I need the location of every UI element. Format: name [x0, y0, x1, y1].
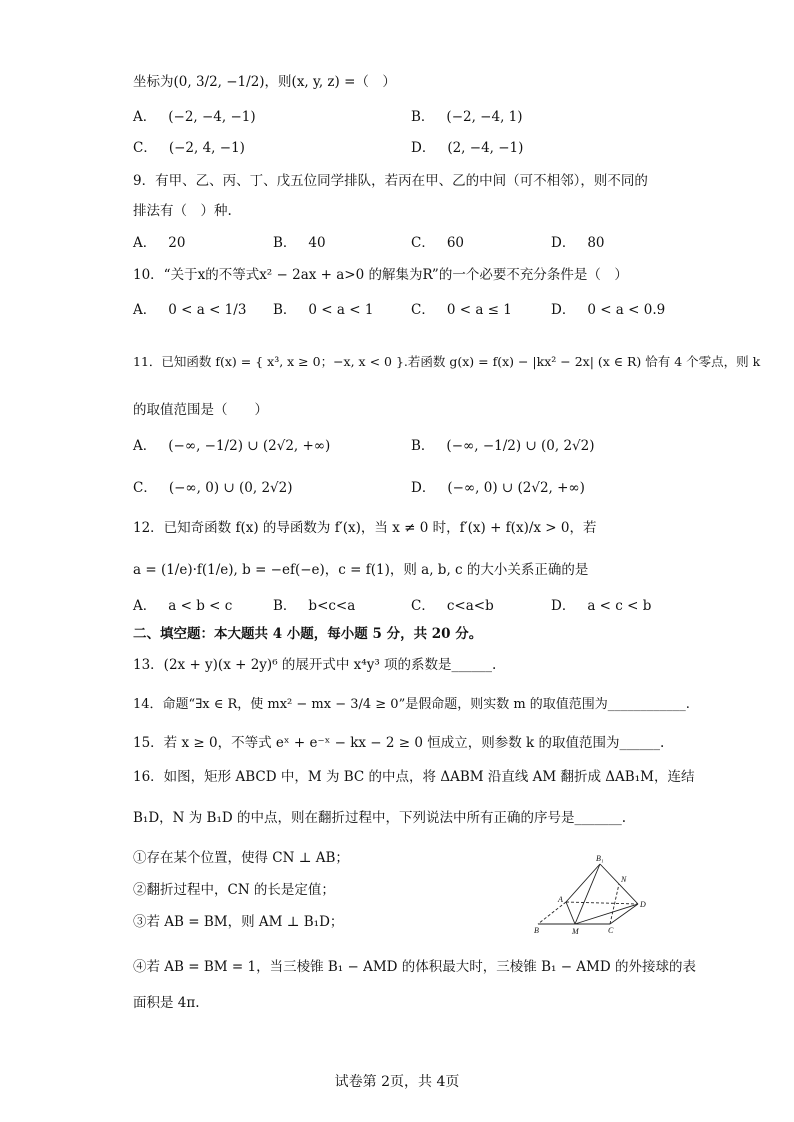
- q10-option-d[interactable]: D． 0 < a < 0.9: [551, 302, 666, 318]
- q11-option-a[interactable]: A． (−∞, −1/2) ∪ (2√2, +∞): [133, 438, 331, 454]
- q9-stem-line2: 排法有（ ）种.: [133, 203, 232, 219]
- q8-option-c[interactable]: C． (−2, 4, −1): [133, 140, 245, 156]
- edge-a-m: [566, 902, 575, 924]
- q12-option-b[interactable]: B． b<c<a: [273, 598, 356, 614]
- q9-stem-line1: 9．有甲、乙、丙、丁、戊五位同学排队，若丙在甲、乙的中间（可不相邻），则不同的: [133, 173, 648, 189]
- edge-a-d: [566, 902, 638, 904]
- section-heading-fill-in: 二、填空题：本大题共 4 小题，每小题 5 分，共 20 分。: [133, 626, 483, 642]
- q8-option-d[interactable]: D． (2, −4, −1): [411, 140, 524, 156]
- page-footer: 试卷第 2页，共 4页: [334, 1074, 460, 1090]
- q11-stem-line1: 11．已知函数 f(x) = { x³, x ≥ 0；−x, x < 0 }.若函数 g(x) = f(x) − |kx² − 2x| (x ∈ R) 恰有 4 个零点，则 k: [133, 354, 761, 369]
- edge-m-d: [575, 904, 638, 924]
- q9-option-d[interactable]: D． 80: [551, 235, 605, 251]
- q10-option-a[interactable]: A． 0 < a < 1/3: [133, 302, 247, 318]
- q9-option-c[interactable]: C． 60: [411, 235, 465, 251]
- q13-stem: 13．(2x + y)(x + 2y)⁶ 的展开式中 x⁴y³ 项的系数是______.: [133, 657, 497, 673]
- q11-option-d[interactable]: D． (−∞, 0) ∪ (2√2, +∞): [411, 480, 585, 496]
- label-b1: B₁: [596, 854, 604, 863]
- q12-stem-line1: 12．已知奇函数 f(x) 的导函数为 f′(x)，当 x ≠ 0 时，f′(x) + f(x)/x > 0，若: [133, 520, 597, 536]
- q12-option-d[interactable]: D． a < c < b: [551, 598, 652, 614]
- edge-b1-d: [600, 864, 638, 904]
- q16-statement-3: ③若 AB = BM，则 AM ⊥ B₁D；: [133, 914, 344, 930]
- edge-b1-a: [566, 864, 600, 902]
- q11-stem-line2: 的取值范围是（ ）: [133, 402, 268, 418]
- q9-option-b[interactable]: B． 40: [273, 235, 326, 251]
- q11-option-b[interactable]: B． (−∞, −1/2) ∪ (0, 2√2): [411, 438, 595, 454]
- q11-option-c[interactable]: C． (−∞, 0) ∪ (0, 2√2): [133, 480, 293, 496]
- edge-a-b: [538, 902, 566, 924]
- q10-option-b[interactable]: B． 0 < a < 1: [273, 302, 374, 318]
- q10-option-c[interactable]: C． 0 < a ≤ 1: [411, 302, 512, 318]
- q14-stem: 14．命题“∃x ∈ R，使 mx² − mx − 3/4 ≥ 0”是假命题，则实数 m 的取值范围为____________.: [133, 697, 690, 712]
- label-c: C: [608, 926, 614, 935]
- q16-statement-1: ①存在某个位置，使得 CN ⊥ AB；: [133, 850, 349, 866]
- folded-rectangle-figure: [528, 852, 658, 936]
- q8-stem: 坐标为(0, 3/2, −1/2)，则(x, y, z) =（ ）: [133, 74, 396, 90]
- q12-stem-line2: a = (1/e)·f(1/e), b = −ef(−e)，c = f(1)，则 a, b, c 的大小关系正确的是: [133, 562, 589, 578]
- edge-b1-m: [575, 864, 600, 924]
- label-d: D: [640, 900, 646, 909]
- label-m: M: [572, 927, 579, 936]
- q16-stem-line1: 16．如图，矩形 ABCD 中，M 为 BC 的中点，将 ΔABM 沿直线 AM 翻折成 ΔAB₁M，连结: [133, 769, 695, 785]
- q12-option-c[interactable]: C． c<a<b: [411, 598, 494, 614]
- q9-option-a[interactable]: A． 20: [133, 235, 186, 251]
- q8-option-a[interactable]: A． (−2, −4, −1): [133, 109, 256, 125]
- label-n: N: [621, 875, 627, 884]
- label-b: B: [534, 926, 539, 935]
- label-a: A: [558, 895, 563, 904]
- q16-stem-line2: B₁D，N 为 B₁D 的中点，则在翻折过程中，下列说法中所有正确的序号是_______.: [133, 810, 627, 826]
- q12-option-a[interactable]: A． a < b < c: [133, 598, 233, 614]
- q16-statement-4-line1: ④若 AB = BM = 1，当三棱锥 B₁ − AMD 的体积最大时，三棱锥 B₁ − AMD 的外接球的表: [133, 959, 696, 975]
- q16-statement-4-line2: 面积是 4π.: [133, 995, 200, 1011]
- q8-option-b[interactable]: B． (−2, −4, 1): [411, 109, 523, 125]
- q10-stem: 10．“关于x的不等式x² − 2ax + a>0 的解集为R”的一个必要不充分条件是（ ）: [133, 267, 628, 283]
- q16-statement-2: ②翻折过程中，CN 的长是定值；: [133, 882, 335, 898]
- q15-stem: 15．若 x ≥ 0，不等式 eˣ + e⁻ˣ − kx − 2 ≥ 0 恒成立，则参数 k 的取值范围为______.: [133, 735, 665, 751]
